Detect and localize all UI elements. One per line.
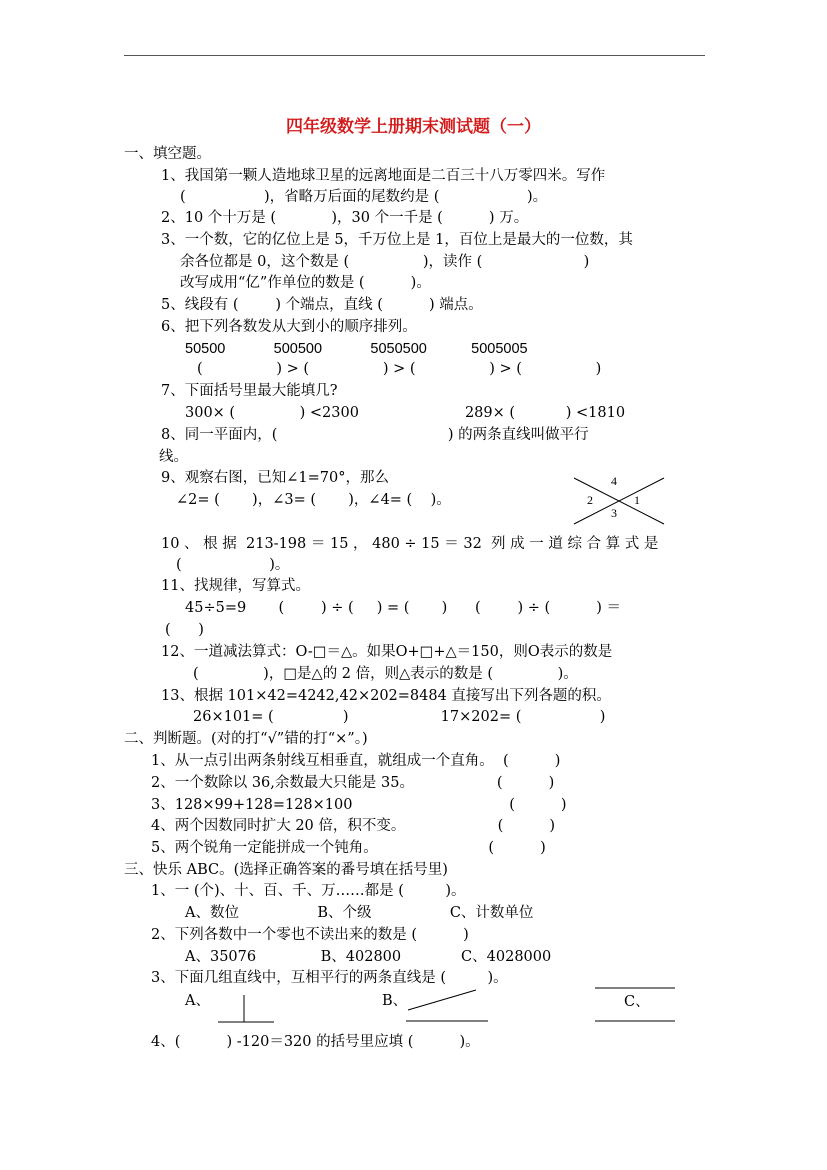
question-line: 26×101= ( ) 17×202= ( ): [193, 709, 606, 725]
option-c-lines: [593, 986, 677, 1024]
choice-question: 3、下面几组直线中，互相平行的两条直线是 ( )。: [151, 970, 508, 986]
question-line: 余各位都是 0，这个数是 ( )，读作 ( ): [180, 254, 590, 270]
question-line: 11、找规律，写算式。: [161, 578, 310, 594]
question-line: 1、我国第一颗人造地球卫星的远离地面是二百三十八万零四米。写作: [161, 168, 606, 184]
section-heading-1: 一、填空题。: [124, 146, 211, 162]
choice-question: 1、一 (个)、十、百、千、万……都是 ( )。: [151, 883, 466, 899]
intersecting-lines-figure: [572, 470, 667, 528]
option-b-label: B、: [382, 993, 408, 1009]
judgement-line: 5、两个锐角一定能拼成一个钝角。 ( ): [151, 840, 546, 856]
question-line: 6、把下列各数发从大到小的顺序排列。: [161, 319, 417, 335]
question-line: 7、下面括号里最大能填几?: [161, 383, 338, 399]
option-b-lines: [404, 988, 494, 1024]
section-heading-2: 二、判断题。(对的打“√”错的打“×”。): [124, 731, 368, 747]
question-line: 2、10 个十万是 ( )，30 个一千是 ( ) 万。: [161, 210, 529, 226]
option-a-label: A、: [185, 993, 210, 1009]
number-row: 50500 500500 5050500 5005005: [185, 341, 528, 357]
question-line: 5、线段有 ( ) 个端点，直线 ( ) 端点。: [161, 297, 483, 313]
angle-label-1: 1: [634, 493, 640, 507]
question-line: ( ): [165, 622, 204, 638]
choice-question: 2、下列各数中一个零也不读出来的数是 ( ): [151, 927, 469, 943]
judgement-line: 3、128×99+128=128×100 ( ): [151, 797, 567, 813]
question-line: 300× ( ) <2300 289× ( ) <1810: [185, 405, 626, 421]
question-line: 8、同一平面内，( ) 的两条直线叫做平行: [161, 427, 589, 443]
page-title: 四年级数学上册期末测试题（一）: [286, 117, 541, 137]
choice-question: 4、( ) -120＝320 的括号里应填 ( )。: [151, 1034, 480, 1050]
section-heading-3: 三、快乐 ABC。(选择正确答案的番号填在括号里): [124, 862, 448, 878]
angle-label-2: 2: [587, 493, 593, 507]
ordering-blanks: ( ) > ( ) > ( ) > ( ): [197, 361, 602, 377]
question-line: ∠2= ( )，∠3= ( )，∠4= ( )。: [176, 492, 451, 508]
judgement-line: 4、两个因数同时扩大 20 倍，积不变。 ( ): [151, 818, 555, 834]
option-c-label: C、: [624, 994, 650, 1010]
judgement-line: 2、一个数除以 36,余数最大只能是 35。 ( ): [151, 775, 555, 791]
judgement-line: 1、从一点引出两条射线互相垂直，就组成一个直角。 ( ): [151, 753, 561, 769]
question-line: ( )，省略万后面的尾数约是 ( )。: [180, 189, 548, 205]
choice-options: A、数位 B、个级 C、计数单位: [185, 905, 534, 921]
choice-options: A、35076 B、402800 C、4028000: [185, 949, 552, 965]
question-line: ( )。: [176, 557, 290, 573]
option-a-lines: [216, 993, 276, 1025]
question-line: 改写成用“亿”作单位的数是 ( )。: [180, 275, 431, 291]
question-line: 12、一道减法算式：O-□＝△。如果O+□+△＝150，则O表示的数是: [161, 644, 613, 660]
angle-label-3: 3: [611, 506, 617, 520]
angle-label-4: 4: [611, 474, 617, 488]
question-line: 10 、 根 据 213-198 ＝ 15 ， 480 ÷ 15 ＝ 32 列 成 一 道 综 合 算 式 是: [161, 536, 659, 552]
slanted-line: [408, 990, 476, 1010]
question-line: 13、根据 101×42=4242,42×202=8484 直接写出下列各题的积。: [161, 688, 611, 704]
question-line: 9、观察右图，已知∠1=70°，那么: [161, 470, 389, 486]
question-line: ( )，□是△的 2 倍，则△表示的数是 ( )。: [193, 666, 578, 682]
question-line: 3、一个数，它的亿位上是 5，千万位上是 1，百位上是最大的一位数，其: [161, 232, 633, 248]
question-line: 线。: [159, 449, 188, 465]
header-rule: [124, 55, 705, 56]
question-line: 45÷5=9 ( ) ÷ ( ) = ( ) ( ) ÷ ( ) ＝: [185, 600, 622, 616]
